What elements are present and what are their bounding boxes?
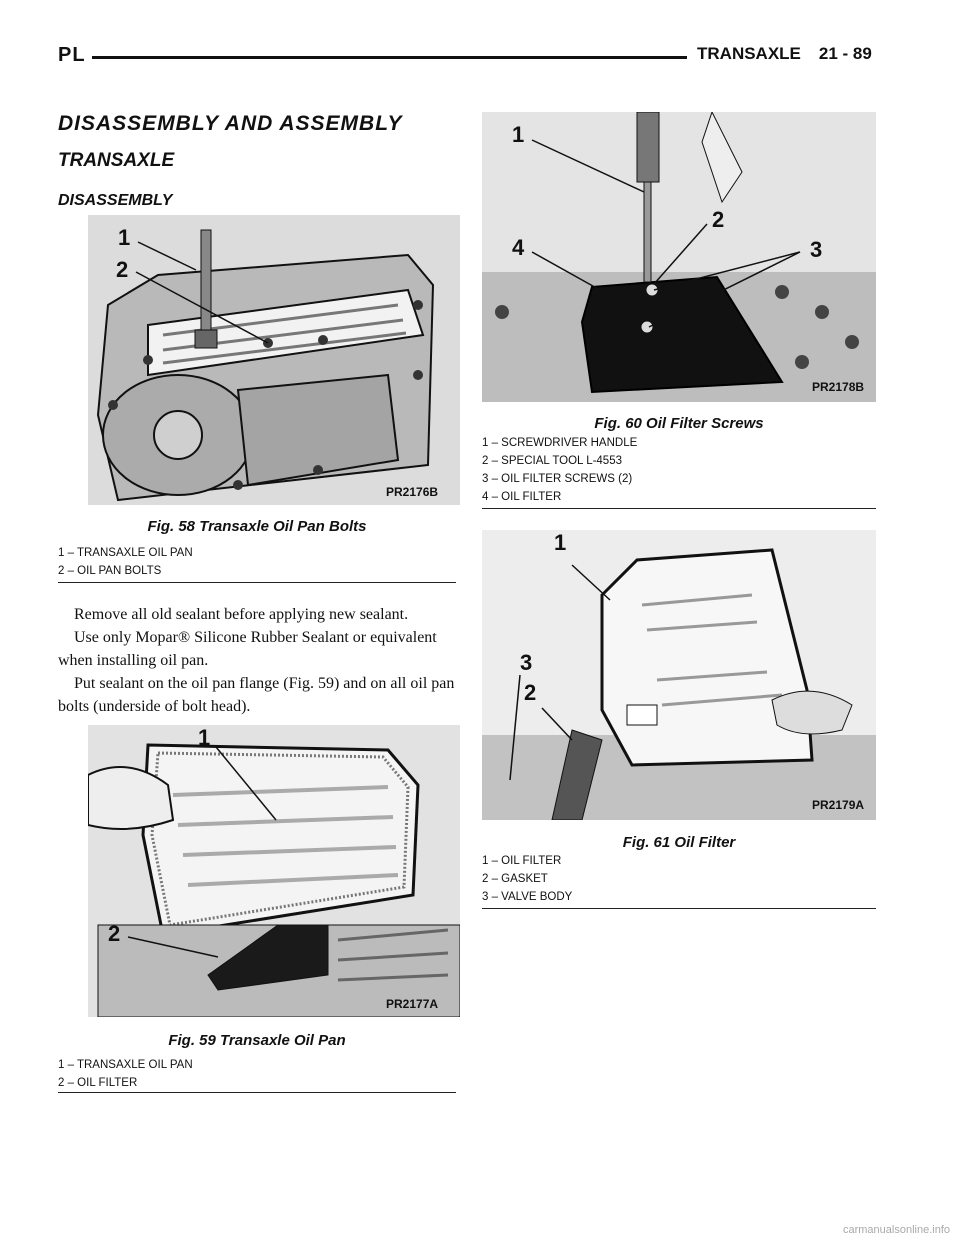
fig60-callout-2: 2 bbox=[712, 207, 725, 232]
body-paragraph-2: Use only Mopar® Silicone Rubber Sealant or equivalent when installing oil pan. bbox=[58, 629, 437, 669]
transaxle-oil-pan-drawing bbox=[88, 725, 460, 1017]
fig59-caption: Fig. 59 Transaxle Oil Pan bbox=[168, 1032, 346, 1049]
header-chapter: TRANSAXLE bbox=[697, 44, 801, 63]
header-rule bbox=[92, 56, 687, 59]
header-section-code: PL bbox=[58, 44, 86, 66]
header-right bbox=[697, 44, 872, 64]
body-paragraph-3: Put sealant on the oil pan flange (Fig. 59) and on all oil pan bolts (underside of bolt head). bbox=[58, 675, 455, 715]
fig60-callout-3: 3 bbox=[810, 237, 823, 262]
fig60-callout-1: 1 bbox=[512, 122, 525, 147]
figure-59-illustration bbox=[88, 725, 460, 1017]
fig61-code: PR2179A bbox=[812, 798, 865, 812]
oil-filter-drawing bbox=[482, 530, 876, 820]
fig59-callout-1: 1 bbox=[198, 725, 211, 750]
fig59-legend-item-1: 1 – TRANSAXLE OIL PAN bbox=[58, 1059, 193, 1071]
body-text bbox=[58, 603, 456, 718]
fig60-legend-item-1: 1 – SCREWDRIVER HANDLE bbox=[482, 437, 638, 449]
section-title: TRANSAXLE bbox=[58, 150, 175, 171]
fig61-callout-1: 1 bbox=[554, 530, 567, 555]
fig58-legend-item-1: 1 – TRANSAXLE OIL PAN bbox=[58, 547, 193, 559]
fig58-rule bbox=[58, 582, 456, 583]
fig58-callout-2: 2 bbox=[116, 257, 129, 282]
fig61-callout-3: 3 bbox=[520, 650, 533, 675]
fig60-caption: Fig. 60 Oil Filter Screws bbox=[594, 415, 764, 432]
fig61-callout-2: 2 bbox=[524, 680, 537, 705]
fig59-rule bbox=[58, 1092, 456, 1093]
fig61-rule bbox=[482, 908, 876, 909]
watermark: carmanualsonline.info bbox=[842, 1224, 950, 1236]
fig60-legend bbox=[482, 434, 876, 506]
fig60-callout-4: 4 bbox=[512, 235, 525, 260]
figure-58-illustration bbox=[88, 215, 460, 505]
fig58-caption: Fig. 58 Transaxle Oil Pan Bolts bbox=[147, 518, 367, 535]
fig58-code: PR2176B bbox=[386, 485, 439, 499]
subsection-title: DISASSEMBLY bbox=[58, 192, 173, 209]
fig60-rule bbox=[482, 508, 876, 509]
body-paragraph-1: Remove all old sealant before applying new sealant. bbox=[74, 606, 409, 623]
fig61-legend-item-2: 2 – GASKET bbox=[482, 873, 548, 885]
fig59-callout-2: 2 bbox=[108, 921, 121, 946]
fig60-legend-item-2: 2 – SPECIAL TOOL L-4553 bbox=[482, 455, 622, 467]
fig58-legend bbox=[58, 544, 456, 580]
fig61-legend-item-3: 3 – VALVE BODY bbox=[482, 891, 573, 903]
fig61-caption: Fig. 61 Oil Filter bbox=[622, 834, 736, 851]
transaxle-oil-pan-bolts-drawing bbox=[88, 215, 460, 505]
main-title: DISASSEMBLY AND ASSEMBLY bbox=[58, 112, 403, 135]
header-page-number: 21 - 89 bbox=[818, 44, 872, 63]
fig59-legend bbox=[58, 1056, 456, 1092]
fig61-legend bbox=[482, 852, 876, 906]
fig58-callout-1: 1 bbox=[118, 225, 131, 250]
fig61-legend-item-1: 1 – OIL FILTER bbox=[482, 855, 562, 867]
fig59-legend-item-2: 2 – OIL FILTER bbox=[58, 1077, 138, 1089]
figure-61-illustration bbox=[482, 530, 876, 820]
fig60-legend-item-3: 3 – OIL FILTER SCREWS (2) bbox=[482, 473, 633, 485]
fig58-legend-item-2: 2 – OIL PAN BOLTS bbox=[58, 565, 162, 577]
fig60-code: PR2178B bbox=[812, 380, 865, 394]
fig60-legend-item-4: 4 – OIL FILTER bbox=[482, 491, 562, 503]
figure-60-illustration bbox=[482, 112, 876, 402]
fig59-code: PR2177A bbox=[386, 997, 439, 1011]
